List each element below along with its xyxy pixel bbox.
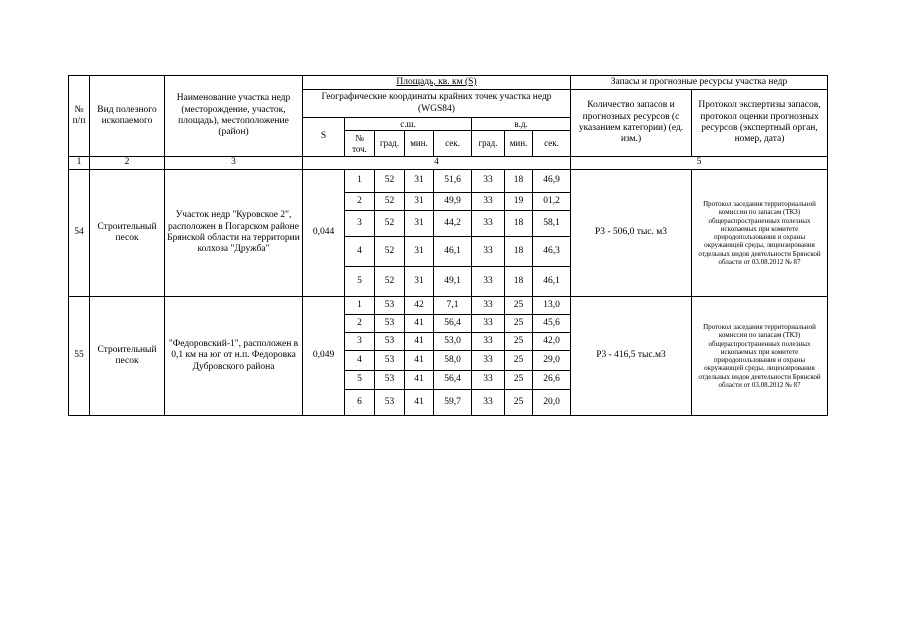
index-cell: 3	[165, 157, 303, 170]
point-cell: 7,1	[434, 297, 472, 315]
header-area-title: Площадь, кв. км (S)	[303, 76, 571, 90]
point-cell: 5	[345, 371, 375, 390]
point-cell: 33	[472, 237, 505, 267]
point-cell: 51,6	[434, 170, 472, 193]
point-cell: 53,0	[434, 333, 472, 351]
point-cell: 33	[472, 371, 505, 390]
point-cell: 44,2	[434, 211, 472, 237]
point-cell: 18	[505, 211, 533, 237]
header-num: № п/п	[69, 76, 90, 157]
point-cell: 25	[505, 333, 533, 351]
point-cell: 52	[375, 211, 405, 237]
row-protocol: Протокол заседания территориальной комиссии по запасам (ТКЗ) общераспространенных полезных ископаемых при комитете природопользования и охраны окружающей среды, лицензирования отдельных видов деятельности Брянской области от 03.08.2012 № 87	[692, 297, 828, 416]
row-type: Строительный песок	[90, 297, 165, 416]
row-num: 54	[69, 170, 90, 297]
point-cell: 41	[405, 371, 434, 390]
row-quantity: Р3 - 416,5 тыс.м3	[571, 297, 692, 416]
point-cell: 31	[405, 267, 434, 297]
point-cell: 53	[375, 390, 405, 416]
point-cell: 33	[472, 390, 505, 416]
point-cell: 20,0	[533, 390, 571, 416]
point-cell: 41	[405, 333, 434, 351]
row-name: Участок недр "Куровское 2", расположен в Погарском районе Брянской области на территории колхоза "Дружба"	[165, 170, 303, 297]
point-cell: 29,0	[533, 351, 571, 371]
row-area: 0,044	[303, 170, 345, 297]
point-cell: 4	[345, 237, 375, 267]
header-lon-min: мин.	[505, 131, 533, 157]
row-type: Строительный песок	[90, 170, 165, 297]
point-cell: 41	[405, 351, 434, 371]
point-cell: 33	[472, 170, 505, 193]
header-lat-min: мин.	[405, 131, 434, 157]
point-cell: 3	[345, 211, 375, 237]
point-cell: 31	[405, 193, 434, 211]
header-protocol: Протокол экспертизы запасов, протокол оценки прогнозных ресурсов (экспертный орган, номер, дата)	[692, 90, 828, 157]
index-cell: 1	[69, 157, 90, 170]
point-cell: 5	[345, 267, 375, 297]
point-cell: 46,3	[533, 237, 571, 267]
point-cell: 56,4	[434, 371, 472, 390]
point-cell: 25	[505, 371, 533, 390]
point-cell: 53	[375, 315, 405, 333]
header-lon: в.д.	[472, 118, 571, 131]
point-cell: 1	[345, 170, 375, 193]
point-cell: 49,9	[434, 193, 472, 211]
point-cell: 4	[345, 351, 375, 371]
header-quantity: Количество запасов и прогнозных ресурсов (с указанием категории) (ед. изм.)	[571, 90, 692, 157]
point-cell: 19	[505, 193, 533, 211]
point-cell: 33	[472, 193, 505, 211]
point-cell: 58,0	[434, 351, 472, 371]
index-cell: 2	[90, 157, 165, 170]
point-cell: 31	[405, 170, 434, 193]
point-cell: 49,1	[434, 267, 472, 297]
point-cell: 59,7	[434, 390, 472, 416]
point-cell: 53	[375, 333, 405, 351]
header-lon-deg: град.	[472, 131, 505, 157]
subsoil-table	[68, 75, 828, 416]
header-lat: с.ш.	[345, 118, 472, 131]
point-cell: 33	[472, 315, 505, 333]
point-cell: 41	[405, 315, 434, 333]
header-point: № точ.	[345, 131, 375, 157]
header-type: Вид полезного ископаемого	[90, 76, 165, 157]
point-cell: 56,4	[434, 315, 472, 333]
point-cell: 1	[345, 297, 375, 315]
point-cell: 58,1	[533, 211, 571, 237]
point-cell: 18	[505, 267, 533, 297]
point-cell: 33	[472, 267, 505, 297]
point-cell: 33	[472, 297, 505, 315]
header-reserves: Запасы и прогнозные ресурсы участка недр	[571, 76, 828, 90]
point-cell: 46,1	[434, 237, 472, 267]
point-cell: 13,0	[533, 297, 571, 315]
point-cell: 25	[505, 297, 533, 315]
point-cell: 52	[375, 267, 405, 297]
header-lat-sec: сек.	[434, 131, 472, 157]
index-cell: 5	[571, 157, 828, 170]
point-cell: 52	[375, 237, 405, 267]
point-cell: 25	[505, 315, 533, 333]
point-cell: 33	[472, 211, 505, 237]
row-name: "Федоровский-1", расположен в 0,1 км на юг от н.п. Федоровка Дубровского района	[165, 297, 303, 416]
point-cell: 18	[505, 170, 533, 193]
point-cell: 53	[375, 351, 405, 371]
point-cell: 52	[375, 170, 405, 193]
table-row	[69, 297, 828, 315]
point-cell: 26,6	[533, 371, 571, 390]
point-cell: 31	[405, 237, 434, 267]
point-cell: 6	[345, 390, 375, 416]
header-s: S	[303, 118, 345, 157]
row-protocol: Протокол заседания территориальной комиссии по запасам (ТКЗ) общераспространенных полезных ископаемых при комитете природопользования и охраны окружающей среды, лицензирования отдельных видов деятельности Брянской области от 03.08.2012 № 87	[692, 170, 828, 297]
header-name: Наименование участка недр (месторождение, участок, площадь), местоположение (район)	[165, 76, 303, 157]
table-row	[69, 170, 828, 193]
point-cell: 41	[405, 390, 434, 416]
point-cell: 33	[472, 351, 505, 371]
row-num: 55	[69, 297, 90, 416]
point-cell: 01,2	[533, 193, 571, 211]
point-cell: 2	[345, 315, 375, 333]
index-cell: 4	[303, 157, 571, 170]
point-cell: 53	[375, 297, 405, 315]
row-area: 0,049	[303, 297, 345, 416]
header-lat-deg: град.	[375, 131, 405, 157]
point-cell: 31	[405, 211, 434, 237]
point-cell: 25	[505, 390, 533, 416]
point-cell: 45,6	[533, 315, 571, 333]
point-cell: 33	[472, 333, 505, 351]
point-cell: 25	[505, 351, 533, 371]
point-cell: 52	[375, 193, 405, 211]
point-cell: 18	[505, 237, 533, 267]
header-lon-sec: сек.	[533, 131, 571, 157]
index-row	[69, 157, 828, 170]
point-cell: 46,9	[533, 170, 571, 193]
point-cell: 3	[345, 333, 375, 351]
point-cell: 42,0	[533, 333, 571, 351]
point-cell: 2	[345, 193, 375, 211]
point-cell: 46,1	[533, 267, 571, 297]
point-cell: 42	[405, 297, 434, 315]
point-cell: 53	[375, 371, 405, 390]
header-area-subtitle: Географические координаты крайних точек участка недр (WGS84)	[303, 90, 571, 118]
row-quantity: Р3 - 506,0 тыс. м3	[571, 170, 692, 297]
